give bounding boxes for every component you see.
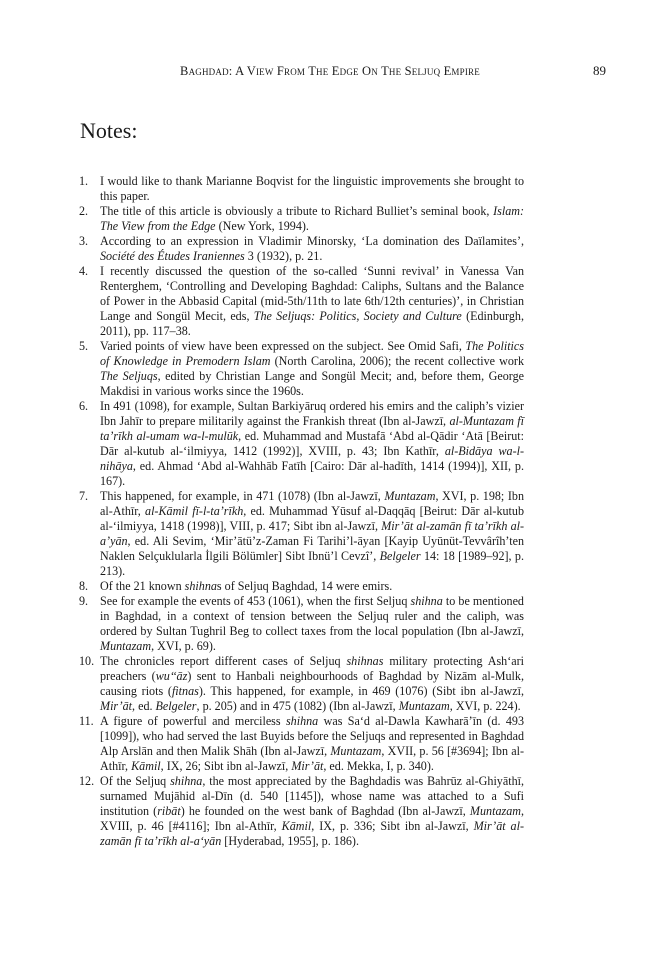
note-item xyxy=(79,774,524,849)
note-number: 11. xyxy=(79,714,94,728)
note-item xyxy=(79,339,524,399)
note-text-run: , IX, p. 336; Sibt ibn al-Jawzī, xyxy=(311,819,474,833)
note-italic-title: shihna xyxy=(285,714,319,728)
note-italic-title: shihna xyxy=(170,774,203,788)
note-italic-title: Kāmil xyxy=(281,819,312,833)
note-item xyxy=(79,579,524,594)
note-text xyxy=(100,774,524,849)
note-number: 12. xyxy=(79,774,95,788)
page-number: 89 xyxy=(593,63,606,78)
note-number: 10. xyxy=(79,654,95,668)
note-italic-title: Muntazam xyxy=(100,639,152,653)
note-item xyxy=(79,264,524,339)
note-text xyxy=(100,714,524,774)
note-item xyxy=(79,594,524,654)
note-italic-title: The Politics of Knowledge in Premodern Islam xyxy=(100,339,524,368)
note-number: 5. xyxy=(79,339,89,353)
note-italic-title: shihnas xyxy=(346,654,384,668)
note-italic-title: Mir’āt xyxy=(291,759,324,773)
note-italic-title: Société des Études Iraniennes xyxy=(100,249,245,263)
note-italic-title: Mir’āt xyxy=(100,699,133,713)
note-text xyxy=(100,339,524,399)
note-text-run: 3 (1932), p. 21. xyxy=(244,249,323,263)
note-number: 1. xyxy=(79,174,89,188)
note-text-run: I would like to thank Marianne Boqvist for the linguistic improvements she brought to this paper. xyxy=(100,174,524,203)
note-text-run: A figure of powerful and merciless xyxy=(100,714,286,728)
note-text-run: , XVI, p. 69). xyxy=(151,639,216,653)
note-item xyxy=(79,174,524,204)
note-text xyxy=(100,234,524,264)
note-item xyxy=(79,654,524,714)
note-text xyxy=(100,264,524,339)
note-number: 8. xyxy=(79,579,89,593)
note-italic-title: shihna xyxy=(410,594,443,608)
note-item xyxy=(79,204,524,234)
note-italic-title: Islam: The View from the Edge xyxy=(100,204,524,233)
note-text-run: See for example the events of 453 (1061), when the first Seljuq xyxy=(100,594,411,608)
note-text-run: to be mentioned in Baghdad, in a context of tension between the Seljuq ruler and the caliph, was ordered by Sultan Tughril Beg to collect taxes from the local population (Ibn al-Jawzī, xyxy=(100,594,524,638)
note-text-run: , ed. Ahmad ‘Abd al-Wahhāb Fatīh [Cairo: Dār al-hadīth, 1414 (1994)], XII, p. 167). xyxy=(100,459,524,488)
note-item xyxy=(79,489,524,579)
note-italic-title: Mir’āt al-zamān fī ta’rīkh al-a’yān xyxy=(100,519,525,548)
note-text-run: ) he founded on the west bank of Baghdad (Ibn al-Jawzī, xyxy=(180,804,470,818)
note-text-run: The title of this article is obviously a tribute to Richard Bulliet’s seminal book, xyxy=(100,204,494,218)
note-text-run: (New York, 1994). xyxy=(215,219,309,233)
note-text-run: , XVIII, p. 46 [#4116]; Ibn al-Athīr, xyxy=(100,804,525,833)
note-text-run: , XVI, p. 224). xyxy=(449,699,521,713)
running-title: Baghdad: A View From The Edge On The Seljuq Empire xyxy=(180,64,480,78)
note-italic-title: ribāt xyxy=(157,804,181,818)
note-item xyxy=(79,399,524,489)
note-text-run: , ed. Muhammad Yūsuf al-Daqqāq [Beirut: Dār al-kutub al-‘ilmiyya, 1418 (1998)], VIII, p. 417; Sibt ibn al-Jawzī, xyxy=(100,504,525,533)
note-italic-title: al-Bidāya wa-l-nihāya xyxy=(100,444,524,473)
note-text-run: [Hyderabad, 1955], p. 186). xyxy=(221,834,359,848)
running-head xyxy=(40,64,620,82)
note-text-run: Of the 21 known xyxy=(100,579,185,593)
notes-list xyxy=(79,174,524,849)
note-italic-title: al-Muntazam fī ta’rīkh al-umam wa-l-mulūk xyxy=(100,414,524,443)
note-text-run: was Sa‘d al-Dawla Kawharā’īn (d. 493 [1099]), who had served the last Buyids before the Seljuqs and represented in Baghdad Alp Arslān and then Malik Shāh (Ibn al-Jawzī, xyxy=(100,714,524,758)
note-italic-title: al-Kāmil fī-l-ta’rīkh xyxy=(145,504,244,518)
note-text-run: ). This happened, for example, in 469 (1076) (Sibt ibn al-Jawzī, xyxy=(198,684,524,698)
note-text-run: , XVI, p. 198; Ibn al-Athīr, xyxy=(100,489,524,518)
note-text-run: ) sent to Hanbali neighbourhoods of Baghdad by Nizām al-Mulk, causing riots ( xyxy=(100,669,524,698)
note-text-run: (Edinburgh, 2011), pp. 117–38. xyxy=(100,309,524,338)
note-text-run: Varied points of view have been expressed on the subject. See Omid Safi, xyxy=(100,339,466,353)
note-text xyxy=(100,174,524,204)
note-italic-title: The Seljuqs: Politics, Society and Culture xyxy=(253,309,462,323)
note-text-run: According to an expression in Vladimir Minorsky, ‘La domination des Daïlamites’, xyxy=(100,234,524,248)
note-number: 7. xyxy=(79,489,89,503)
note-text-run: , ed. xyxy=(132,699,156,713)
note-text-run: military protecting Ash‘ari preachers ( xyxy=(100,654,525,683)
note-italic-title: shihna xyxy=(184,579,217,593)
note-item xyxy=(79,714,524,774)
note-italic-title: Muntazam xyxy=(330,744,382,758)
note-text xyxy=(100,654,524,714)
note-text-run: , XVII, p. 56 [#3694]; Ibn al-Athīr, xyxy=(100,744,524,773)
note-text-run: , the most appreciated by the Baghdadis was Bahrūz al-Ghiyāthī, surnamed Mujāhid al-Dīn (d. 540 [1145]), whose name was attached to a Sufi institution ( xyxy=(100,774,525,818)
note-italic-title: Mir’āt al-zamān fī ta’rīkh al-a‘yān xyxy=(100,819,524,848)
note-text-run: Of the Seljuq xyxy=(100,774,171,788)
note-italic-title: Belgeler xyxy=(379,549,421,563)
note-number: 3. xyxy=(79,234,89,248)
note-text-run: This happened, for example, in 471 (1078) (Ibn al-Jawzī, xyxy=(100,489,385,503)
note-italic-title: Kāmil xyxy=(131,759,161,773)
note-text xyxy=(100,594,524,654)
note-text xyxy=(100,579,524,594)
note-text xyxy=(100,489,524,579)
note-text-run: , IX, 26; Sibt ibn al-Jawzī, xyxy=(160,759,292,773)
note-italic-title: The Seljuqs xyxy=(100,369,158,383)
note-text-run: In 491 (1098), for example, Sultan Barkiyāruq ordered his emirs and the caliph’s vizier Ibn Jahīr to prepare militarily against the Frankish threat (Ibn al-Jawzī, xyxy=(100,399,524,428)
note-text-run: (North Carolina, 2006); the recent collective work xyxy=(270,354,524,368)
note-number: 4. xyxy=(79,264,89,278)
note-text xyxy=(100,399,524,489)
note-number: 2. xyxy=(79,204,89,218)
note-text-run: I recently discussed the question of the so-called ‘Sunni revival’ in Vanessa Van Renterghem, ‘Controlling and Developing Baghdad: Caliphs, Sultans and the Balance of Power in the Abbasid Capital (mid-5th/11th to late 6th/12th centuries)’, in Christian Lange and Songül Mecit, eds, xyxy=(100,264,524,323)
notes-heading: Notes: xyxy=(80,118,138,143)
note-item xyxy=(79,234,524,264)
note-italic-title: wu‘‘āz xyxy=(155,669,188,683)
note-text-run: s of Seljuq Baghdad, 14 were emirs. xyxy=(216,579,393,593)
note-number: 9. xyxy=(79,594,89,608)
note-text-run: , ed. Muhammad and Mustafā ‘Abd al-Qādir ‘Atā [Beirut: Dār al-kutub al-‘ilmiyya, 1412 (1992)], XVIII, p. 43; Ibn Kathīr, xyxy=(100,429,525,458)
note-text-run: , ed. Ali Sevim, ‘Mir’ātü’z-Zaman Fi Tarihi’l-āyan [Kayip Uyūnüt-Tevvârîh’ten Naklen Selçuklularla İlgili Bölümler] Sibt Ibnü’l Cevzî’, xyxy=(100,534,524,563)
note-italic-title: Muntazam xyxy=(398,699,450,713)
note-italic-title: Belgeler xyxy=(155,699,197,713)
note-number: 6. xyxy=(79,399,89,413)
note-italic-title: Muntazam xyxy=(384,489,436,503)
note-text-run: , edited by Christian Lange and Songül Mecit; and, before them, George Makdisi in various works since the 1960s. xyxy=(100,369,525,398)
note-text-run: , ed. Mekka, I, p. 340). xyxy=(323,759,434,773)
note-text xyxy=(100,204,524,234)
note-italic-title: Muntazam xyxy=(469,804,521,818)
note-text-run: The chronicles report different cases of Seljuq xyxy=(100,654,347,668)
note-text-run: , p. 205) and in 475 (1082) (Ibn al-Jawzī, xyxy=(196,699,399,713)
note-text-run: 14: 18 [1989–92], p. 213). xyxy=(100,549,524,578)
note-italic-title: fitnas xyxy=(171,684,199,698)
